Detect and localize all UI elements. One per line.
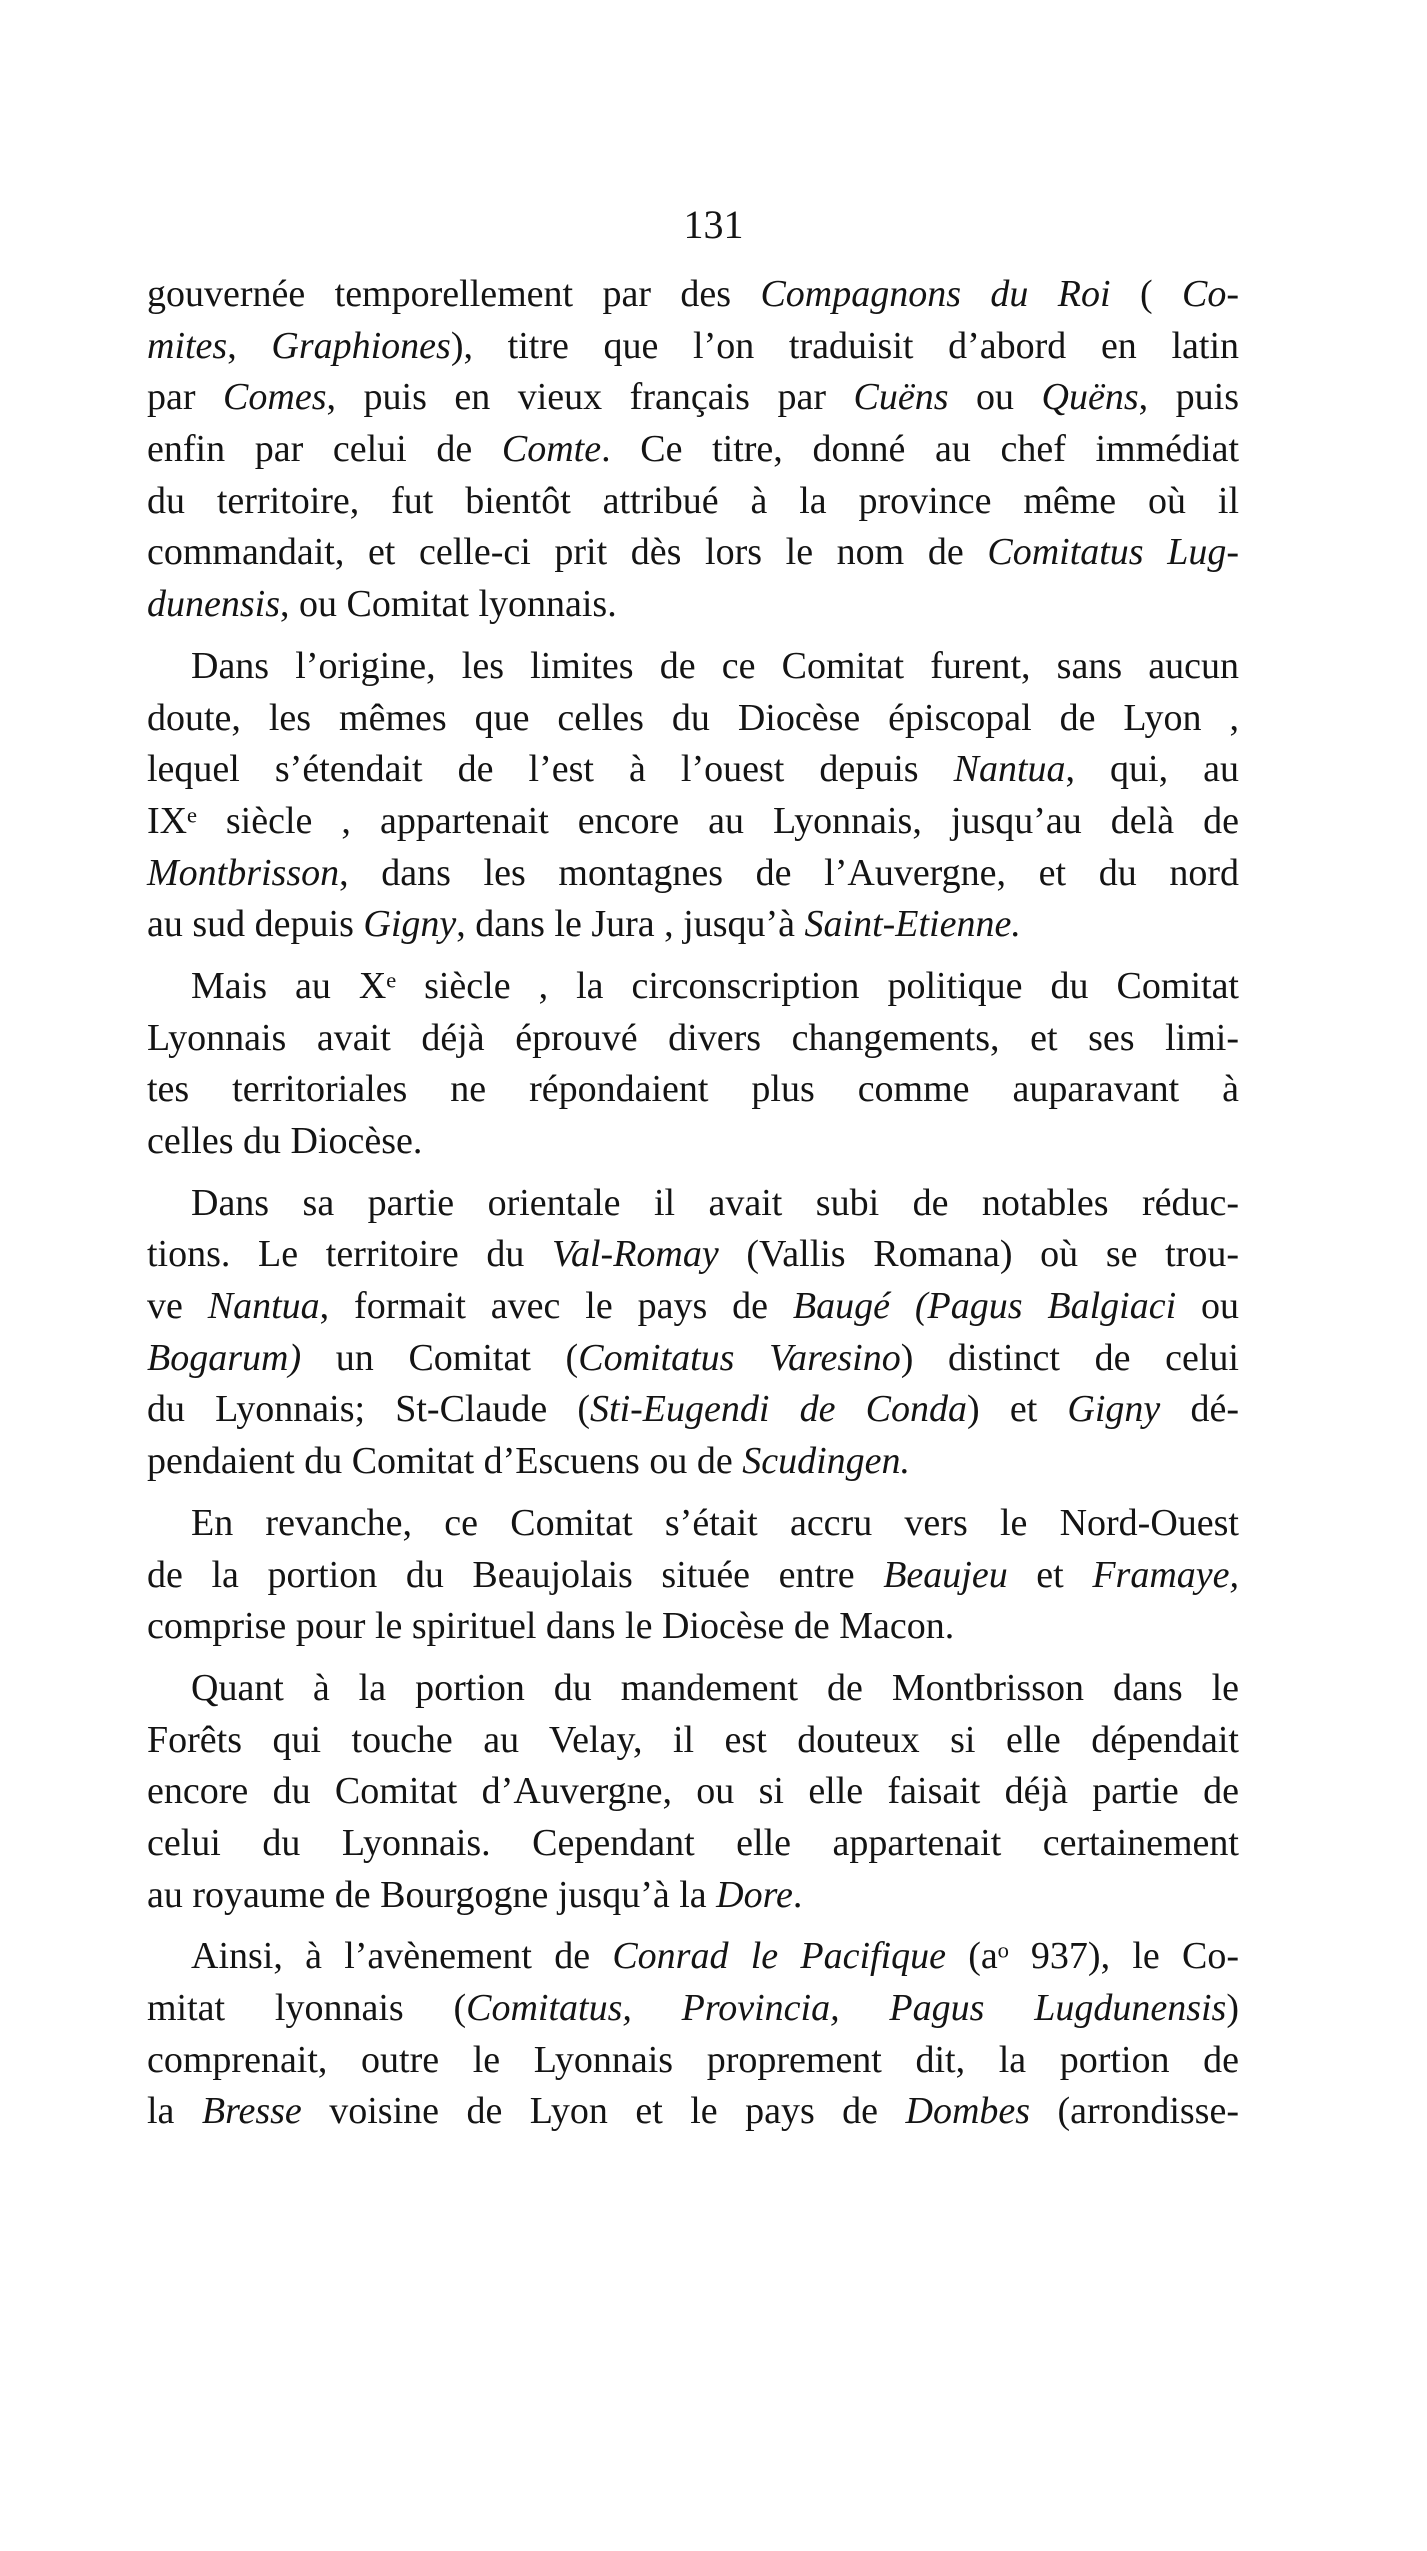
italic-term: Gigny xyxy=(1067,1388,1161,1431)
text-segment: . Ce titre, donné au chef immédiat xyxy=(601,428,1240,471)
text-segment: mitat lyonnais ( xyxy=(147,1987,467,2029)
text-segment: du Lyonnais; St-Claude ( xyxy=(147,1388,591,1431)
text-line xyxy=(147,1766,1239,1818)
text-segment: ) distinct de celui xyxy=(900,1336,1239,1379)
text-segment: encore du Comitat d’Auvergne, ou si elle faisait déjà partie de xyxy=(147,1770,1239,1813)
text-segment: pendaient du Comitat d’Escuens ou de xyxy=(147,1440,743,1483)
text-line xyxy=(147,1818,1239,1870)
text-segment: tes territoriales ne répondaient plus comme auparavant à xyxy=(147,1068,1239,1111)
italic-term: Comes xyxy=(223,376,327,419)
text-line xyxy=(147,1436,1239,1488)
text-segment: ( xyxy=(1110,273,1182,315)
text-line xyxy=(147,527,1239,579)
text-segment: ) et xyxy=(967,1388,1068,1431)
italic-term: Val-Romay xyxy=(552,1233,719,1276)
italic-term: Compagnons du Roi xyxy=(760,273,1111,315)
text-segment: celles du Diocèse. xyxy=(147,1120,423,1162)
text-segment: au royaume de Bourgogne jusqu’à la xyxy=(147,1873,717,1916)
text-line xyxy=(147,1983,1239,2035)
text-line xyxy=(147,2035,1239,2087)
text-segment: , qui, au xyxy=(1065,748,1239,791)
text-line xyxy=(147,641,1239,693)
text-segment: (aᵒ 937), le Co- xyxy=(945,1935,1239,1978)
text-line xyxy=(147,1870,1239,1922)
text-segment: un Comitat ( xyxy=(301,1336,579,1379)
italic-term: Dore xyxy=(716,1873,793,1916)
text-segment: de la portion du Beaujolais située entre xyxy=(147,1553,884,1596)
text-segment: . xyxy=(792,1873,803,1916)
text-line xyxy=(147,1229,1239,1281)
text-segment: au sud depuis xyxy=(147,903,364,946)
text-line xyxy=(147,1281,1239,1333)
text-segment: enfin par celui de xyxy=(147,428,502,471)
paragraph-gap xyxy=(147,1168,1239,1178)
italic-term: Comitatus Lug- xyxy=(987,531,1239,574)
text-line xyxy=(147,1333,1239,1385)
text-segment: tions. Le territoire du xyxy=(147,1233,552,1276)
text-segment: gouvernée temporellement par des xyxy=(147,273,761,315)
italic-term: Comitatus, Provincia, Pagus Lugdunensis xyxy=(466,1987,1227,2029)
text-segment: , xyxy=(227,324,272,367)
text-segment: Dans sa partie orientale il avait subi de notables réduc- xyxy=(191,1181,1239,1224)
text-segment: En revanche, ce Comitat s’était accru vers le Nord-Ouest xyxy=(191,1501,1239,1544)
text-segment: commandait, et celle-ci prit dès lors le nom de xyxy=(147,531,988,574)
paragraph-gap xyxy=(147,1921,1239,1931)
text-line xyxy=(147,1116,1239,1168)
text-line xyxy=(147,1013,1239,1065)
text-line xyxy=(147,321,1239,373)
text-line xyxy=(147,424,1239,476)
text-segment: , formait avec le pays de xyxy=(319,1285,793,1328)
text-segment: voisine de Lyon et le pays de xyxy=(301,2090,906,2133)
text-segment: IXᵉ siècle , appartenait encore au Lyonnais, jusqu’au delà de xyxy=(147,799,1239,842)
text-line xyxy=(147,372,1239,424)
text-line xyxy=(147,1064,1239,1116)
page-number: 131 xyxy=(683,202,744,247)
italic-term: Montbrisson xyxy=(147,851,340,894)
text-line xyxy=(147,1601,1239,1653)
text-line xyxy=(147,1663,1239,1715)
italic-term: dunensis xyxy=(147,583,280,626)
text-segment: Quant à la portion du mandement de Montbrisson dans le xyxy=(191,1666,1239,1709)
text-segment: Forêts qui touche au Velay, il est douteux si elle dépendait xyxy=(147,1718,1239,1761)
text-line xyxy=(147,579,1239,631)
text-line xyxy=(147,744,1239,796)
text-segment: Ainsi, à l’avènement de xyxy=(191,1935,613,1978)
italic-term: Quëns xyxy=(1041,376,1139,419)
text-line xyxy=(147,476,1239,528)
italic-term: Scudingen. xyxy=(742,1440,910,1483)
italic-term: Cuëns xyxy=(853,376,949,419)
text-segment: , dans les montagnes de l’Auvergne, et du nord xyxy=(339,851,1239,894)
text-segment: par xyxy=(147,376,224,419)
text-line xyxy=(147,796,1239,848)
text-segment: comprise pour le spirituel dans le Diocèse de Macon. xyxy=(147,1605,955,1648)
text-segment: ) xyxy=(1226,1987,1239,2029)
body-text xyxy=(147,269,1239,2138)
text-segment: , ou Comitat lyonnais. xyxy=(280,583,617,626)
text-segment: ou xyxy=(948,376,1042,419)
text-line xyxy=(147,1550,1239,1602)
text-line xyxy=(147,1498,1239,1550)
italic-term: Framaye, xyxy=(1092,1553,1239,1596)
text-line xyxy=(147,1931,1239,1983)
text-line xyxy=(147,2086,1239,2138)
text-segment: dé- xyxy=(1160,1388,1239,1431)
italic-term: Gigny xyxy=(363,903,457,946)
text-segment: celui du Lyonnais. Cependant elle appartenait certainement xyxy=(147,1821,1239,1864)
text-segment: , puis en vieux français par xyxy=(326,376,854,419)
text-line xyxy=(147,693,1239,745)
text-segment: ve xyxy=(147,1285,208,1328)
text-segment: Lyonnais avait déjà éprouvé divers changements, et ses limi- xyxy=(147,1016,1239,1059)
text-line xyxy=(147,899,1239,951)
text-segment: et xyxy=(1007,1553,1093,1596)
italic-term: Bogarum) xyxy=(147,1336,302,1379)
italic-term: Bresse xyxy=(201,2090,302,2133)
italic-term: Dombes xyxy=(905,2090,1031,2133)
text-segment: du territoire, fut bientôt attribué à la province même où il xyxy=(147,479,1239,522)
text-segment: la xyxy=(147,2090,202,2133)
text-segment: lequel s’étendait de l’est à l’ouest depuis xyxy=(147,748,954,791)
italic-term: Baugé (Pagus Balgiaci xyxy=(792,1285,1177,1328)
text-segment: ), titre que l’on traduisit d’abord en latin xyxy=(450,324,1240,367)
text-line xyxy=(147,1178,1239,1230)
text-segment: doute, les mêmes que celles du Diocèse épiscopal de Lyon , xyxy=(147,696,1239,739)
paragraph-gap xyxy=(147,631,1239,641)
text-line xyxy=(147,961,1239,1013)
italic-term: Comte xyxy=(501,428,602,471)
text-line xyxy=(147,1715,1239,1767)
text-segment: Mais au Xᵉ siècle , la circonscription politique du Comitat xyxy=(191,964,1239,1007)
italic-term: mites xyxy=(147,324,228,367)
text-segment: Dans l’origine, les limites de ce Comitat furent, sans aucun xyxy=(191,644,1239,687)
text-line xyxy=(147,269,1239,321)
paragraph-gap xyxy=(147,1653,1239,1663)
text-segment: comprenait, outre le Lyonnais proprement dit, la portion de xyxy=(147,2038,1239,2081)
text-line xyxy=(147,1384,1239,1436)
italic-term: Saint-Etienne. xyxy=(804,903,1021,946)
italic-term: Nantua xyxy=(953,748,1066,791)
text-segment: (Vallis Romana) où se trou- xyxy=(718,1233,1239,1276)
italic-term: Beaujeu xyxy=(883,1553,1008,1596)
italic-term: Nantua xyxy=(207,1285,320,1328)
italic-term: Sti-Eugendi de Conda xyxy=(590,1388,967,1431)
text-segment: , puis xyxy=(1138,376,1239,419)
text-segment: , dans le Jura , jusqu’à xyxy=(456,903,805,946)
text-segment: ou xyxy=(1176,1285,1240,1328)
text-line xyxy=(147,848,1239,900)
paragraph-gap xyxy=(147,1488,1239,1498)
italic-term: Conrad le Pacifique xyxy=(612,1935,946,1978)
paragraph-gap xyxy=(147,951,1239,961)
italic-term: Co- xyxy=(1182,273,1239,315)
text-segment: (arrondisse- xyxy=(1030,2090,1239,2133)
italic-term: Comitatus Varesino xyxy=(578,1336,901,1379)
italic-term: Graphiones xyxy=(271,324,451,367)
